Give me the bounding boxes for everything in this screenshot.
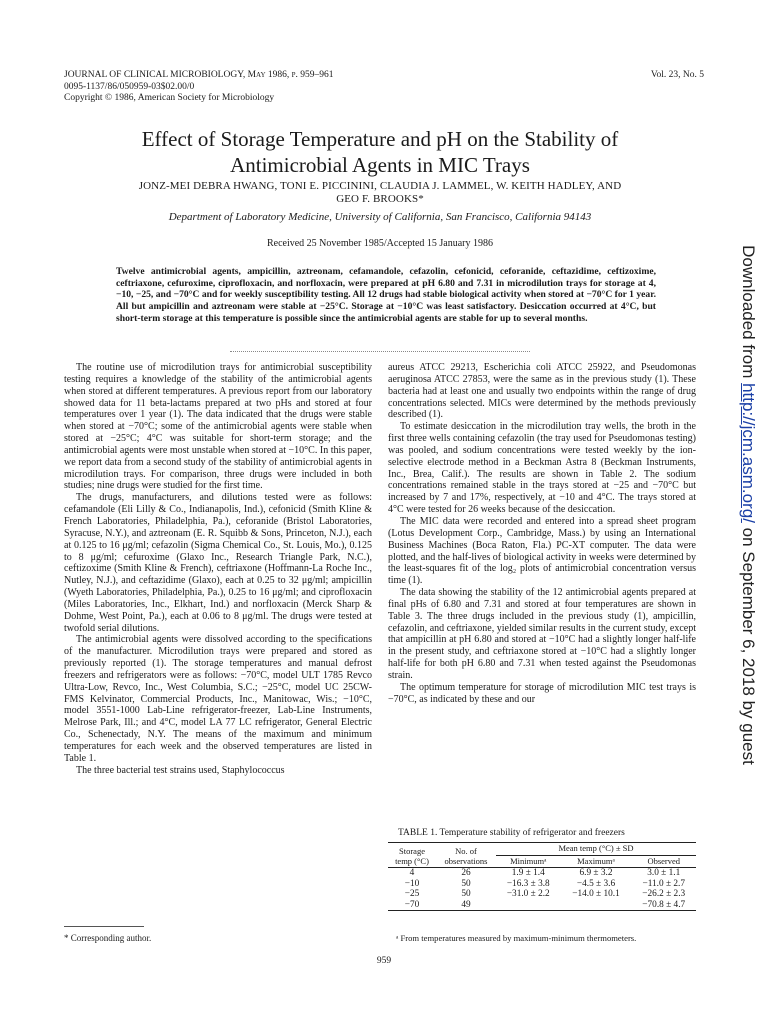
cell-min: −16.3 ± 3.8 bbox=[506, 878, 550, 889]
paragraph: The three bacterial test strains used, Staphylococcus bbox=[76, 764, 285, 776]
journal-line: JOURNAL OF CLINICAL MICROBIOLOGY, May 1986, p. 959–961 bbox=[64, 70, 334, 80]
cell-min: −31.0 ± 2.2 bbox=[506, 889, 550, 899]
cell-observed: −11.0 ± 2.7 bbox=[642, 878, 685, 889]
title-line-2: Antimicrobial Agents in MIC Trays bbox=[230, 153, 530, 177]
cell-temp: −10 bbox=[404, 878, 420, 889]
paragraph: aureus ATCC 29213, Escherichia coli ATCC 25922, and Pseudomonas aeruginosa ATCC 27853, were the same as in the previous study (1). These bacteria had at least one and usually two endpoints within the range of drug concentrations selected. MICs were determined by the methods previously described (1). bbox=[388, 362, 696, 421]
table-row bbox=[388, 900, 696, 911]
affiliation: Department of Laboratory Medicine, University of California, San Francisco, California 94143 bbox=[168, 211, 592, 223]
paragraph: The routine use of microdilution trays for antimicrobial susceptibility testing requires a knowledge of the stability of the antimicrobial agents when stored at different temperatures. A previous report from our laboratory showed data for 11 beta-lactams prepared at two pHs and stored at four temperatures over 1 year (1). The data indicated that the drugs were stable when stored at −70°C; some of the antimicrobial agents were stable when stored at −25°C; 4°C was suitable for short-term storage; and the antimicrobial agents were most unstable when stored at −10°C. In this paper, we report data from a second study of the stability of antimicrobial agents in microdilution trays. For comparison, three drugs were included in both studies; nine drugs were studied for the first time. bbox=[64, 362, 372, 492]
title-line-1: Effect of Storage Temperature and pH on the Stability of bbox=[141, 127, 619, 151]
table-header-group: Mean temp (°C) ± SD bbox=[496, 843, 696, 856]
author-list bbox=[60, 180, 700, 206]
paragraph: The MIC data were recorded and entered into a spread sheet program (Lotus Development Corp., Cambridge, Mass.) by using an International Business Machines (Boca Raton, Fla.) PC-XT computer. The data were plotted, and the half-lives of biological activity in weeks were determined by the least-squares fit of the log₂ plots of antimicrobial concentration versus time (1). bbox=[388, 515, 696, 587]
footnote-divider bbox=[64, 926, 144, 927]
authors-line-2: GEO F. BROOKS* bbox=[336, 193, 424, 205]
cell-n: 49 bbox=[436, 900, 496, 911]
table-1-caption: TABLE 1. Temperature stability of refrigerator and freezers bbox=[398, 828, 625, 838]
table-row bbox=[388, 889, 696, 900]
table-header-maximum: Maximumᵃ bbox=[561, 855, 632, 868]
cell-n: 50 bbox=[461, 889, 471, 899]
copyright-line: Copyright © 1986, American Society for Microbiology bbox=[64, 93, 275, 103]
paragraph: The antimicrobial agents were dissolved according to the specifications of the manufacturer. Microdilution trays were prepared and stored as previously reported (1). The storage temperatures and manual defrost freezers and refrigerators were as follows: −70°C, model ULT 1785 Revco Ultra-Low, Revco, Inc., West Columbia, S.C.; −25°C, model UC 25CW-FMS Kelvinator, Commercial Products, Inc., Manitowac, Wis.; −10°C, model 3551-1000 Lab-Line refrigerator-freezer, Lab-Line Instruments, Melrose Park, Ill.; and 4°C, model LA 77 LC refrigerator, General Electric Co., Schenectady, N.Y. The means of the maximum and minimum temperatures for each week and the observed temperatures are listed in Table 1. bbox=[64, 634, 372, 764]
table-row bbox=[388, 879, 696, 890]
table-row bbox=[388, 868, 696, 879]
table-1-footnote: ᵃ From temperatures measured by maximum-minimum thermometers. bbox=[396, 933, 637, 943]
cell-temp: 4 bbox=[409, 868, 415, 878]
cell-max: −4.5 ± 3.6 bbox=[576, 878, 616, 889]
abstract: Twelve antimicrobial agents, ampicillin, aztreonam, cefamandole, cefazolin, cefonicid, ceforanide, ceftazidime, ceftizoxime, ceftriaxone, cefuroxime, ciprofloxacin, and norfloxacin, were prepared at pH 6.80 and 7.31 in microdilution trays for storage at 4, −10, −25, and −70°C and for weekly susceptibility testing. All 12 drugs had stable biological activity when stored at −70°C for 1 year. All but ampicillin and aztreonam were stable at −25°C. Storage at −10°C was least satisfactory. Desiccation occurred at 4°C, but short-term storage at this temperature is possible since the antimicrobial agents are stable for up to several months. bbox=[116, 266, 656, 324]
body-column-right bbox=[388, 362, 696, 705]
abstract-divider bbox=[230, 351, 530, 352]
cell-observed: −26.2 ± 2.3 bbox=[642, 889, 686, 899]
cell-observed: 3.0 ± 1.1 bbox=[647, 868, 681, 878]
cell-min bbox=[496, 900, 561, 911]
paragraph: The drugs, manufacturers, and dilutions tested were as follows: cefamandole (Eli Lilly & Co., Indianapolis, Ind.), cefonicid (Smith Kline & French Laboratories, Philadelphia, Pa.), ceforanide (Bristol Laboratories, Syracuse, N.Y.), and aztreonam (E. R. Squibb & Sons, Princeton, N.J.), each at 0.125 to 16 μg/ml; cefazolin (Sigma Chemical Co., St. Louis, Mo.), 0.125 to 8 μg/ml; cefuroxime (Glaxo Inc., Research Triangle Park, N.C.), ceftizoxime (Smith Kline & French), ceftriaxone (Hoffmann-La Roche Inc., Nutley, N.J.), and ceftazidime (Glaxo), each at 0.25 to 32 μg/ml; ampicillin (Wyeth Laboratories, Philadelphia, Pa.), 0.25 to 16 μg/ml; and ciprofloxacin (Miles Laboratories, Inc., Elkhart, Ind.) and norfloxacin (Merck Sharp & Dohme, West Point, Pa.), each at 0.06 to 8 μg/ml. The drugs were tested at twofold serial dilutions. bbox=[64, 492, 372, 634]
cell-n: 26 bbox=[461, 868, 471, 878]
cell-max bbox=[561, 900, 632, 911]
journal-site-link[interactable]: http://jcm.asm.org/ bbox=[739, 383, 758, 523]
volume-info: Vol. 23, No. 5 bbox=[650, 70, 704, 80]
paragraph: The optimum temperature for storage of microdilution MIC test trays is −70°C, as indicated by these and our bbox=[388, 681, 696, 705]
cell-n: 50 bbox=[461, 878, 471, 889]
table-header-storage: Storage temp (°C) bbox=[388, 843, 436, 868]
corresponding-author-note: * Corresponding author. bbox=[64, 933, 152, 943]
journal-citation bbox=[64, 70, 334, 105]
cell-max: 6.9 ± 3.2 bbox=[579, 868, 613, 878]
received-dates: Received 25 November 1985/Accepted 15 January 1986 bbox=[266, 238, 494, 249]
table-1 bbox=[388, 842, 696, 911]
table-header-observations: No. of observations bbox=[436, 843, 496, 868]
cell-observed: −70.8 ± 4.7 bbox=[631, 900, 696, 911]
watermark-suffix: on September 6, 2018 by guest bbox=[739, 522, 758, 765]
paragraph: To estimate desiccation in the microdilution tray wells, the broth in the first three wells containing cefazolin (the tray used for Pseudomonas testing) was pooled, and sodium concentrations were tested weekly by the ion-selective electrode method in a Beckman Astra 8 (Beckman Instruments, Inc., Brea, Calif.). The results are shown in Table 2. The sodium concentrations remained stable in the trays stored at −25 and −70°C but increased by 7 and 17%, respectively, at −10 and 4°C. The trays stored at 4°C were tested for 26 weeks because of the desiccation. bbox=[388, 421, 696, 516]
table-header-observed: Observed bbox=[631, 855, 696, 868]
body-column-left bbox=[64, 362, 372, 777]
page-number: 959 bbox=[376, 956, 392, 966]
issn-line: 0095-1137/86/050959-03$02.00/0 bbox=[64, 81, 195, 92]
paragraph: The data showing the stability of the 12 antimicrobial agents prepared at final pHs of 6.80 and 7.31 and stored at four temperatures are shown in Table 3. The three drugs included in the previous study (1), ampicillin, cefazolin, and ceftriaxone, yielded similar results in the current study, except that ampicillin at pH 6.80 and stored at −10°C had a slightly longer half-life in the present study, and ceftriaxone stored at −10°C had a slightly longer half-life for both pH 6.80 and 7.31 when tested against the Pseudomonas strain. bbox=[388, 587, 696, 681]
cell-min: 1.9 ± 1.4 bbox=[511, 868, 545, 878]
cell-temp: −70 bbox=[388, 900, 436, 911]
article-title bbox=[60, 126, 700, 178]
cell-max: −14.0 ± 10.1 bbox=[572, 889, 620, 899]
cell-temp: −25 bbox=[404, 889, 420, 899]
watermark-prefix: Downloaded from bbox=[739, 245, 758, 384]
authors-line-1: JONZ-MEI DEBRA HWANG, TONI E. PICCININI, CLAUDIA J. LAMMEL, W. KEITH HADLEY, AND bbox=[138, 180, 622, 192]
table-header-minimum: Minimumᵃ bbox=[496, 855, 561, 868]
